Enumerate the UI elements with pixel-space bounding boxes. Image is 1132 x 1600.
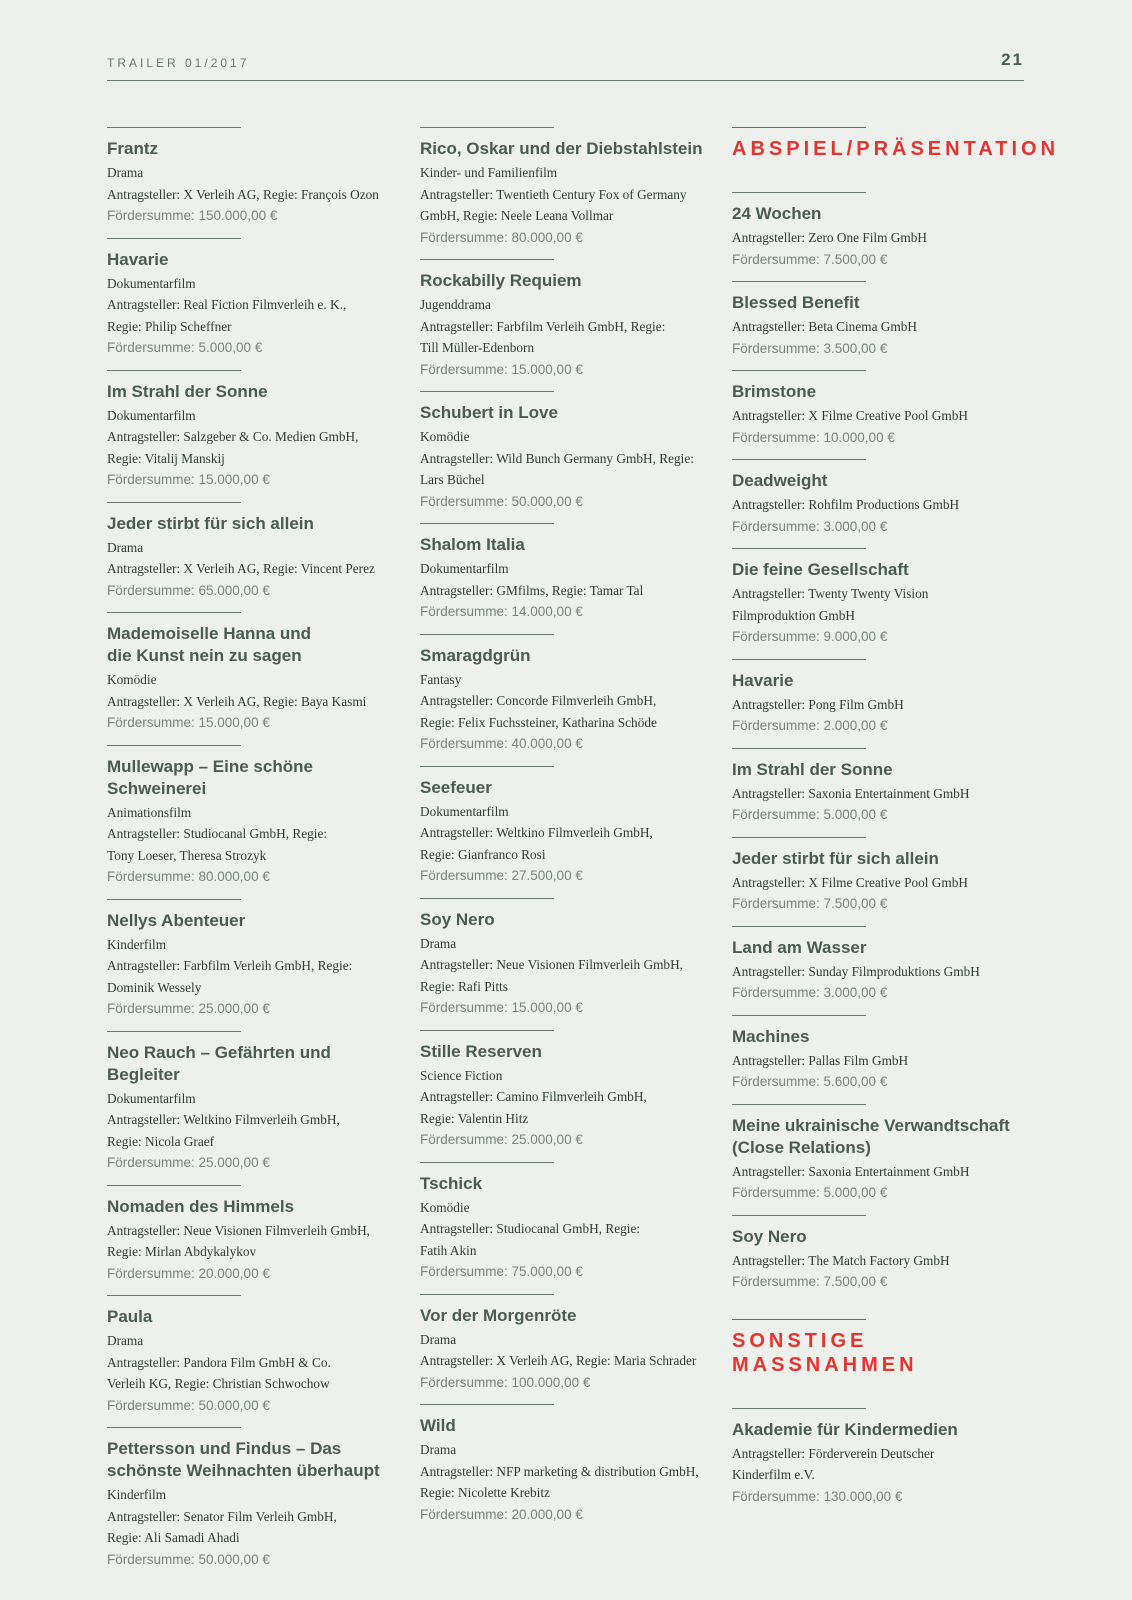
film-genre: Kinderfilm (107, 936, 167, 952)
applicant-detail: Antragsteller: Saxonia Entertainment GmbH (732, 1163, 970, 1179)
funding-amount: Fördersumme: 27.500,00 € (420, 868, 583, 883)
applicant-detail: Antragsteller: Pong Film GmbH (732, 696, 904, 712)
publication-label: TRAILER 01/2017 (107, 56, 250, 70)
funding-amount: Fördersumme: 130.000,00 € (732, 1488, 903, 1504)
applicant-detail: Antragsteller: Pallas Film GmbH (732, 1052, 909, 1068)
applicant-detail: Antragsteller: The Match Factory GmbH (732, 1252, 950, 1268)
funding-amount: Fördersumme: 7.500,00 € (732, 1274, 888, 1289)
funding-amount: Fördersumme: 14.000,00 € (420, 604, 583, 619)
funding-amount: Fördersumme: 50.000,00 € (420, 493, 583, 509)
film-genre: Komödie (420, 1199, 470, 1215)
film-title: Die feine Gesellschaft (732, 560, 909, 579)
applicant-detail: Antragsteller: Farbfilm Verleih GmbH, Regie: Dominik Wessely (107, 958, 353, 995)
film-title: Vor der Morgenröte (420, 1305, 577, 1325)
funding-amount: Fördersumme: 15.000,00 € (420, 361, 583, 377)
film-title: Neo Rauch – Gefährten und Begleiter (107, 1042, 331, 1084)
film-title: Im Strahl der Sonne (732, 759, 893, 779)
funding-amount: Fördersumme: 40.000,00 € (420, 736, 583, 751)
film-genre: Kinder- und Familienfilm (420, 165, 558, 180)
applicant-detail: Antragsteller: Neue Visionen Filmverleih GmbH, Regie: Mirlan Abdykalykov (107, 1222, 370, 1259)
applicant-detail: Antragsteller: Wild Bunch Germany GmbH, Regie: Lars Büchel (420, 450, 694, 487)
film-genre: Drama (420, 1442, 457, 1457)
applicant-detail: Antragsteller: X Verleih AG, Regie: Maria Schrader (420, 1353, 697, 1368)
funding-amount: Fördersumme: 75.000,00 € (420, 1264, 583, 1279)
film-title: Havarie (732, 670, 794, 690)
film-title: Im Strahl der Sonne (107, 381, 268, 401)
film-title: Smaragdgrün (420, 645, 531, 665)
funding-entry (107, 502, 407, 602)
funding-entry (420, 1030, 675, 1151)
film-genre: Drama (107, 1333, 144, 1348)
film-title: Tschick (420, 1173, 483, 1193)
column-3 (732, 127, 1060, 1518)
applicant-detail: Antragsteller: Zero One Film GmbH (732, 230, 927, 245)
funding-amount: Fördersumme: 65.000,00 € (107, 582, 270, 598)
column-2 (420, 127, 720, 1536)
film-genre: Kinderfilm (107, 1487, 167, 1502)
funding-amount: Fördersumme: 50.000,00 € (107, 1551, 270, 1567)
funding-entry (107, 612, 367, 734)
film-title: Schubert in Love (420, 403, 558, 422)
funding-amount: Fördersumme: 2.000,00 € (732, 718, 888, 733)
applicant-detail: Antragsteller: GMfilms, Regie: Tamar Tal (420, 582, 644, 598)
applicant-detail: Antragsteller: Real Fiction Filmverleih e. K., Regie: Philip Scheffner (107, 297, 347, 334)
film-genre: Komödie (107, 672, 157, 687)
film-title: Paula (107, 1307, 153, 1326)
applicant-detail: Antragsteller: Neue Visionen Filmverleih GmbH, Regie: Rafi Pitts (420, 957, 683, 994)
applicant-detail: Antragsteller: Weltkino Filmverleih GmbH, Regie: Nicola Graef (107, 1112, 340, 1149)
applicant-detail: Antragsteller: X Verleih AG, Regie: Vincent Perez (107, 561, 375, 576)
section-heading-sonstige: SONSTIGE MASSNAHMEN (732, 1319, 1032, 1377)
funding-entry (420, 391, 695, 512)
film-title: Soy Nero (420, 909, 495, 929)
applicant-detail: Antragsteller: Farbfilm Verleih GmbH, Regie: Till Müller-Edenborn (420, 318, 666, 355)
applicant-detail: Antragsteller: Sunday Filmproduktions GmbH (732, 963, 980, 979)
applicant-detail: Antragsteller: X Filme Creative Pool GmbH (732, 874, 968, 890)
funding-entry (107, 1295, 362, 1416)
film-title: Deadweight (732, 471, 828, 490)
funding-amount: Fördersumme: 5.600,00 € (732, 1074, 888, 1089)
funding-amount: Fördersumme: 7.500,00 € (732, 251, 888, 267)
funding-amount: Fördersumme: 25.000,00 € (107, 1001, 270, 1016)
applicant-detail: Antragsteller: Förderverein Deutscher Kinderfilm e.V. (732, 1445, 935, 1482)
applicant-detail: Antragsteller: Salzgeber & Co. Medien GmbH, Regie: Vitalij Manskij (107, 429, 359, 466)
funding-entry (107, 370, 387, 491)
applicant-detail: Antragsteller: Rohfilm Productions GmbH (732, 497, 960, 512)
applicant-detail: Antragsteller: X Filme Creative Pool GmbH (732, 408, 968, 423)
applicant-detail: Antragsteller: Saxonia Entertainment GmbH (732, 785, 970, 801)
film-title: Mullewapp – Eine schöne Schweinerei (107, 756, 313, 798)
film-title: Frantz (107, 139, 158, 158)
funding-amount: Fördersumme: 3.500,00 € (732, 340, 888, 356)
funding-entry (732, 837, 1032, 915)
funding-entry (732, 1408, 972, 1508)
funding-entry (732, 1015, 1032, 1093)
film-genre: Dokumentarfilm (420, 561, 509, 576)
funding-entry (420, 259, 670, 380)
funding-amount: Fördersumme: 150.000,00 € (107, 208, 278, 223)
film-title: Shalom Italia (420, 535, 525, 554)
film-genre: Dokumentarfilm (107, 1090, 196, 1106)
film-title: Blessed Benefit (732, 293, 860, 312)
funding-amount: Fördersumme: 3.000,00 € (732, 518, 888, 534)
applicant-detail: Antragsteller: Camino Filmverleih GmbH, Regie: Valentin Hitz (420, 1089, 647, 1126)
section-heading-abspiel: ABSPIEL/PRÄSENTATION (732, 127, 1032, 161)
film-genre: Dokumentarfilm (107, 407, 196, 423)
film-genre: Animationsfilm (107, 804, 192, 820)
applicant-detail: Antragsteller: X Verleih AG, Regie: Baya Kasmi (107, 693, 367, 709)
applicant-detail: Antragsteller: Studiocanal GmbH, Regie: Tony Loeser, Theresa Strozyk (107, 826, 328, 863)
film-title: Seefeuer (420, 777, 492, 797)
funding-amount: Fördersumme: 20.000,00 € (107, 1265, 270, 1281)
funding-amount: Fördersumme: 100.000,00 € (420, 1374, 591, 1390)
funding-entry (732, 192, 1032, 270)
funding-amount: Fördersumme: 80.000,00 € (420, 229, 583, 245)
film-genre: Komödie (420, 429, 470, 444)
funding-entry (420, 523, 720, 623)
film-title: 24 Wochen (732, 204, 822, 223)
film-title: Wild (420, 1416, 456, 1435)
funding-amount: Fördersumme: 15.000,00 € (107, 715, 270, 730)
film-genre: Drama (420, 1331, 457, 1347)
film-title: Jeder stirbt für sich allein (732, 848, 939, 868)
page-number: 21 (1001, 50, 1024, 69)
applicant-detail: Antragsteller: Twenty Twenty Vision Filmproduktion GmbH (732, 586, 929, 623)
funding-amount: Fördersumme: 5.000,00 € (732, 807, 888, 822)
applicant-detail: Antragsteller: Senator Film Verleih GmbH, Regie: Ali Samadi Ahadi (107, 1508, 337, 1545)
funding-amount: Fördersumme: 5.000,00 € (732, 1185, 888, 1200)
funding-entry (732, 281, 1032, 359)
funding-entry (420, 127, 720, 248)
funding-amount: Fördersumme: 7.500,00 € (732, 896, 888, 911)
applicant-detail: Antragsteller: Pandora Film GmbH & Co. Verleih KG, Regie: Christian Schwochow (107, 1354, 331, 1391)
film-title: Rockabilly Requiem (420, 271, 582, 290)
funding-amount: Fördersumme: 10.000,00 € (732, 429, 895, 445)
funding-entry (420, 634, 720, 755)
funding-amount: Fördersumme: 5.000,00 € (107, 340, 263, 355)
funding-entry (107, 127, 407, 227)
film-title: Soy Nero (732, 1226, 807, 1246)
funding-amount: Fördersumme: 50.000,00 € (107, 1397, 270, 1413)
funding-entry (107, 1031, 407, 1174)
film-genre: Jugenddrama (420, 297, 491, 312)
funding-entry (107, 238, 367, 359)
applicant-detail: Antragsteller: Twentieth Century Fox of Germany GmbH, Regie: Neele Leana Vollmar (420, 186, 687, 223)
funding-entry (420, 766, 690, 887)
film-genre: Drama (107, 165, 144, 180)
applicant-detail: Antragsteller: Weltkino Filmverleih GmbH, Regie: Gianfranco Rosi (420, 825, 653, 862)
funding-entry (732, 748, 1032, 826)
funding-amount: Fördersumme: 3.000,00 € (732, 985, 888, 1000)
film-title: Havarie (107, 249, 169, 269)
funding-entry (732, 926, 1032, 1004)
funding-amount: Fördersumme: 25.000,00 € (420, 1132, 583, 1147)
film-title: Brimstone (732, 382, 817, 401)
funding-entry (107, 1185, 407, 1285)
column-1 (107, 127, 407, 1581)
film-genre: Dokumentarfilm (107, 275, 196, 291)
film-title: Meine ukrainische Verwandtschaft (Close Relations) (732, 1115, 1010, 1157)
film-title: Mademoiselle Hanna und die Kunst nein zu sagen (107, 624, 312, 665)
film-title: Jeder stirbt für sich allein (107, 513, 314, 533)
running-header (107, 46, 1024, 81)
funding-entry (420, 898, 720, 1019)
film-genre: Fantasy (420, 671, 462, 687)
applicant-detail: Antragsteller: X Verleih AG, Regie: François Ozon (107, 186, 379, 202)
funding-entry (732, 459, 1032, 537)
funding-entry (420, 1162, 650, 1283)
applicant-detail: Antragsteller: Studiocanal GmbH, Regie: Fatih Akin (420, 1221, 641, 1258)
funding-entry (732, 1215, 1032, 1293)
funding-entry (107, 1427, 407, 1570)
film-title: Nomaden des Himmels (107, 1196, 295, 1216)
funding-entry (107, 745, 407, 888)
funding-entry (732, 548, 972, 648)
film-title: Land am Wasser (732, 937, 867, 957)
film-title: Rico, Oskar und der Diebstahlstein (420, 139, 703, 158)
funding-entry (732, 370, 1032, 448)
funding-entry (732, 659, 1032, 737)
film-genre: Science Fiction (420, 1067, 503, 1083)
applicant-detail: Antragsteller: Beta Cinema GmbH (732, 319, 918, 334)
film-genre: Drama (420, 935, 457, 951)
film-title: Akademie für Kindermedien (732, 1419, 958, 1439)
film-title: Machines (732, 1026, 810, 1046)
film-title: Nellys Abenteuer (107, 910, 246, 930)
funding-amount: Fördersumme: 15.000,00 € (420, 1000, 583, 1015)
applicant-detail: Antragsteller: NFP marketing & distribution GmbH, Regie: Nicolette Krebitz (420, 1463, 699, 1500)
funding-entry (420, 1294, 720, 1394)
funding-entry (732, 1104, 1032, 1204)
film-title: Pettersson und Findus – Das schönste Weihnachten überhaupt (107, 1439, 380, 1480)
funding-entry (420, 1404, 710, 1525)
applicant-detail: Antragsteller: Concorde Filmverleih GmbH, Regie: Felix Fuchssteiner, Katharina Schöde (420, 693, 657, 730)
film-genre: Drama (107, 539, 144, 555)
funding-entry (107, 899, 357, 1020)
funding-amount: Fördersumme: 9.000,00 € (732, 629, 888, 644)
funding-amount: Fördersumme: 80.000,00 € (107, 869, 270, 884)
funding-amount: Fördersumme: 15.000,00 € (107, 472, 270, 487)
funding-amount: Fördersumme: 20.000,00 € (420, 1506, 583, 1522)
film-genre: Dokumentarfilm (420, 803, 509, 819)
film-title: Stille Reserven (420, 1041, 542, 1061)
funding-amount: Fördersumme: 25.000,00 € (107, 1155, 270, 1170)
